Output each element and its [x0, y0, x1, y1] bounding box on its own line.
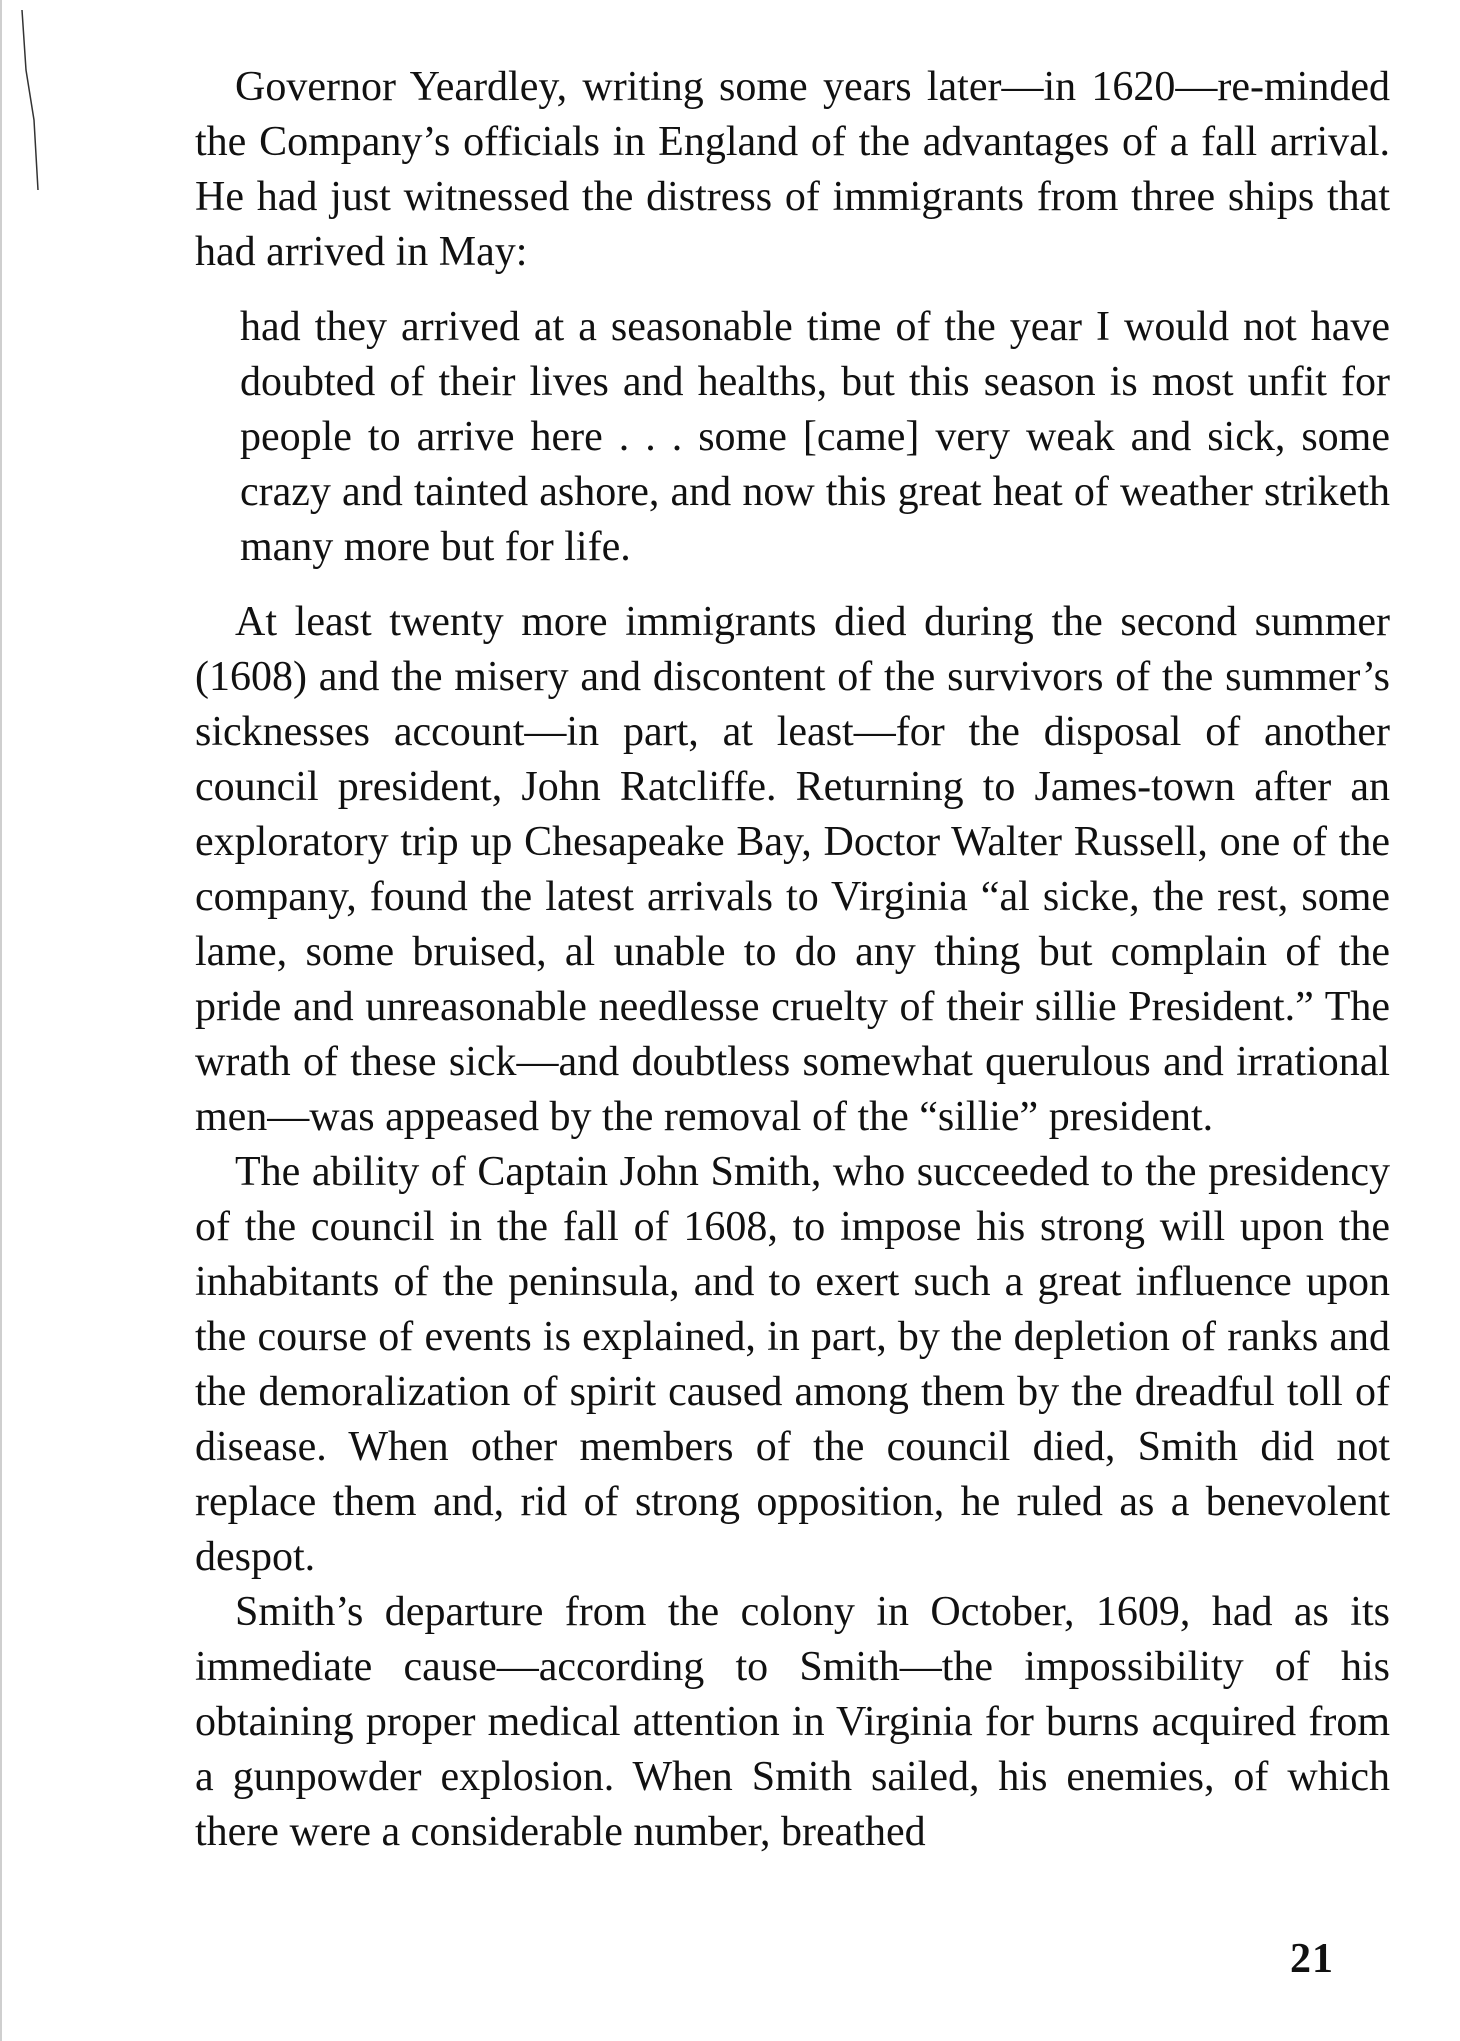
paragraph-second-summer: At least twenty more immigrants died during the second summer (1608) and the misery and discontent of the survivors of the summer’s sicknesses account—in part, at least—for the disposal of another council president, John Ratcliffe. Returning to James-town after an exploratory trip up Chesapeake Bay, Doctor Walter Russell, one of the company, found the latest arrivals to Virginia “al sicke, the rest, some lame, some bruised, al unable to do any thing but complain of the pride and unreasonable needlesse cruelty of their sillie President.” The wrath of these sick—and doubtless somewhat querulous and irrational men—was appeased by the removal of the “sillie” president.: [195, 599, 1390, 1140]
paragraph-yeardley: Governor Yeardley, writing some years later—in 1620—re-minded the Company’s officials in England of the advantages of a fall arrival. He had just witnessed the distress of immigrants from three ships that had arrived in May:: [195, 64, 1390, 275]
binding-shadow-mark: [20, 10, 50, 190]
paragraph-john-smith: The ability of Captain John Smith, who succeeded to the presidency of the council in the fall of 1608, to impose his strong will upon the inhabitants of the peninsula, and to exert such a great influence upon the course of events is explained, in part, by the depletion of ranks and the demoralization of spirit caused among them by the dreadful toll of disease. When other members of the council died, Smith did not replace them and, rid of strong opposition, he ruled as a benevolent despot.: [195, 1149, 1390, 1580]
text-column: [195, 60, 1390, 1860]
paragraph-smith-departure: Smith’s departure from the colony in October, 1609, had as its immediate cause—according to Smith—the impossibility of his obtaining proper medical attention in Virginia for burns acquired from a gunpowder explosion. When Smith sailed, his enemies, of which there were a considerable number, breathed: [195, 1589, 1390, 1855]
block-quote-yeardley: had they arrived at a seasonable time of the year I would not have doubted of their lives and healths, but this season is most unfit for people to arrive here . . . some [came] very weak and sick, some crazy and tainted ashore, and now this great heat of weather striketh many more but for life.: [240, 304, 1390, 570]
page-number: 21: [1290, 1936, 1334, 1982]
scan-edge: [0, 0, 8, 2041]
